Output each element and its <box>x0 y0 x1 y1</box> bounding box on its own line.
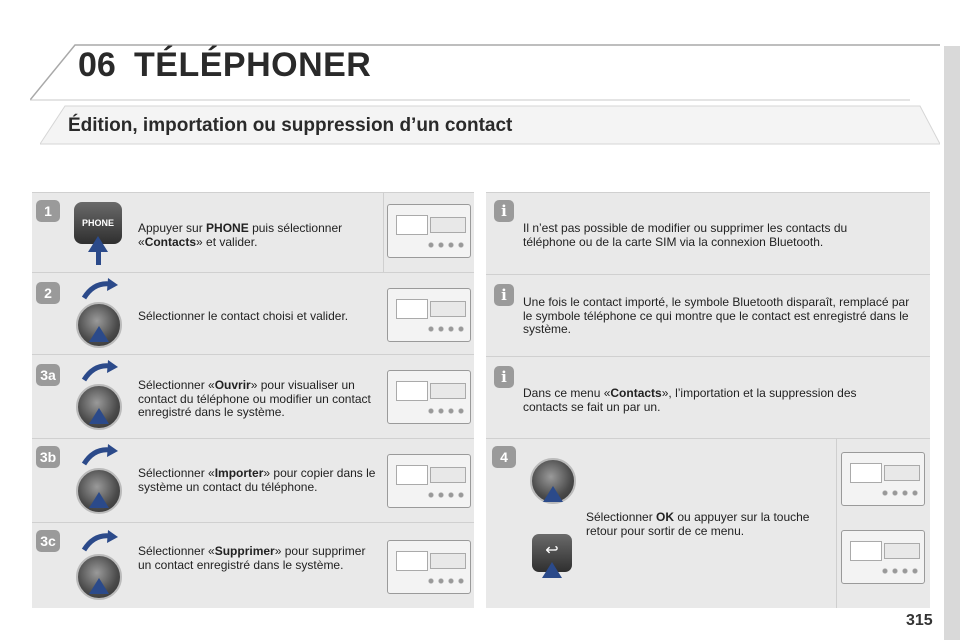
phone-button-icon: PHONE <box>74 202 122 244</box>
step-1-text: Appuyer sur PHONE puis sélectionner «Contacts» et valider. <box>138 221 343 249</box>
page-number: 315 <box>906 612 933 629</box>
arrow-stem <box>96 251 101 265</box>
step-badge: 3c <box>36 530 60 552</box>
radio-illustration <box>387 540 471 594</box>
info-3-text: Dans ce menu «Contacts», l’importation et la suppression des contacts se fait un par un. <box>523 386 857 414</box>
info-icon: i <box>494 284 514 306</box>
step-3c-text: Sélectionner «Supprimer» pour supprimer un contact enregistré dans le système. <box>138 544 366 572</box>
arrow-up-icon <box>543 486 563 502</box>
radio-illustration <box>841 530 925 584</box>
chapter-title: TÉLÉPHONER <box>134 46 372 84</box>
radio-illustration <box>387 204 471 258</box>
rotate-arrow-icon <box>80 530 120 554</box>
arrow-up-icon <box>89 578 109 594</box>
arrow-up-icon <box>89 408 109 424</box>
radio-illustration <box>387 454 471 508</box>
arrow-up-icon <box>89 326 109 342</box>
radio-illustration <box>387 288 471 342</box>
info-icon: i <box>494 200 514 222</box>
back-button-icon: ↩ <box>532 534 572 572</box>
step-4-text: Sélectionner OK ou appuyer sur la touche retour pour sortir de ce menu. <box>586 510 810 538</box>
rotate-arrow-icon <box>80 444 120 468</box>
step-badge: 3b <box>36 446 60 468</box>
section-title: Édition, importation ou suppression d’un contact <box>68 115 513 136</box>
arrow-up-icon <box>89 492 109 508</box>
step-badge: 3a <box>36 364 60 386</box>
side-strip <box>944 46 960 640</box>
step-badge: 2 <box>36 282 60 304</box>
info-icon: i <box>494 366 514 388</box>
rotate-arrow-icon <box>80 278 120 302</box>
chapter-number: 06 <box>78 46 116 84</box>
radio-illustration <box>841 452 925 506</box>
arrow-up-icon <box>88 236 108 252</box>
radio-illustration <box>387 370 471 424</box>
step-3a-text: Sélectionner «Ouvrir» pour visualiser un contact du téléphone ou modifier un contact enregistré dans le système. <box>138 378 371 419</box>
column-divider <box>836 438 837 608</box>
step-3b-text: Sélectionner «Importer» pour copier dans le système un contact du téléphone. <box>138 466 376 494</box>
info-1-text: Il n’est pas possible de modifier ou supprimer les contacts du téléphone ou de la carte SIM via la connexion Bluetooth. <box>523 221 848 249</box>
arrow-up-icon <box>542 562 562 578</box>
step-2-text: Sélectionner le contact choisi et valider. <box>138 309 349 323</box>
step-badge: 4 <box>492 446 516 468</box>
rotate-arrow-icon <box>80 360 120 384</box>
step-badge: 1 <box>36 200 60 222</box>
info-2-text: Une fois le contact importé, le symbole Bluetooth disparaît, remplacé par le symbole téléphone ce qui montre que le contact est enregistré dans le système. <box>523 295 910 336</box>
